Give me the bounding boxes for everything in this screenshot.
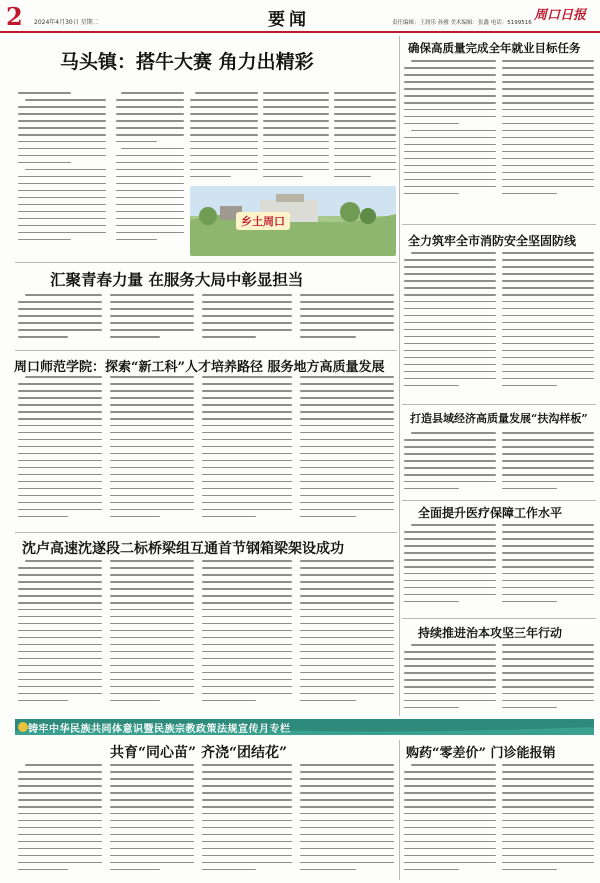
article-a8-col1 xyxy=(18,560,102,712)
section-title: 要闻 xyxy=(268,10,310,30)
headline-a1: 马头镇：搭牛大赛 角力出精彩 xyxy=(60,51,314,73)
photo-rural-scene xyxy=(190,186,396,256)
article-a8-col4 xyxy=(300,560,394,712)
article-a3-col2 xyxy=(502,252,594,402)
article-a6-col4 xyxy=(300,376,394,526)
article-a4-col3 xyxy=(202,294,292,344)
article-a1-col3 xyxy=(190,92,258,182)
headline-a3: 全力筑牢全市消防安全坚固防线 xyxy=(408,234,577,248)
article-a10-col1 xyxy=(18,764,102,878)
headline-a7: 全面提升医疗保障工作水平 xyxy=(418,506,563,520)
article-a7-col2 xyxy=(502,524,594,614)
article-a4-col4 xyxy=(300,294,394,344)
article-a6-col2 xyxy=(110,376,194,526)
issue-date: 2024年4月30日 星期二 xyxy=(34,19,99,26)
article-a3-col1 xyxy=(404,252,496,402)
article-a6-col1 xyxy=(18,376,102,526)
article-a10-col4 xyxy=(300,764,394,878)
headline-a8: 沈卢高速沈遂段二标桥梁组互通首节钢箱梁架设成功 xyxy=(22,541,344,557)
article-a1-col2 xyxy=(116,92,184,252)
banner-title: 铸牢中华民族共同体意识暨民族宗教政策法规宣传月专栏 xyxy=(28,724,291,735)
headline-a6: 周口师范学院：探索“新工科”人才培养路径 服务地方高质量发展 xyxy=(14,360,385,375)
divider xyxy=(402,404,596,405)
article-a1-col4 xyxy=(263,92,329,182)
article-a10-col3 xyxy=(202,764,292,878)
article-a6-col3 xyxy=(202,376,292,526)
headline-a11: 购药“零差价” 门诊能报销 xyxy=(406,746,556,761)
headline-a2: 确保高质量完成全年就业目标任务 xyxy=(408,41,581,55)
page-number: 2 xyxy=(6,2,23,31)
article-a4-col2 xyxy=(110,294,194,344)
column-divider-bottom xyxy=(399,740,400,880)
article-a5-col2 xyxy=(502,432,594,497)
divider xyxy=(402,618,596,619)
divider xyxy=(15,350,397,351)
newspaper-logo: 周口日报 xyxy=(534,8,587,23)
photo-badge: 乡土周口 xyxy=(236,212,290,230)
divider xyxy=(402,224,596,225)
article-a8-col2 xyxy=(110,560,194,712)
article-a9-col1 xyxy=(404,644,496,716)
divider xyxy=(402,500,596,501)
article-a10-col2 xyxy=(110,764,194,878)
headline-a4: 汇聚青春力量 在服务大局中彰显担当 xyxy=(50,270,304,289)
article-a2-col1 xyxy=(404,60,496,210)
headline-a10: 共育“同心苗” 齐浇“团结花” xyxy=(110,745,288,761)
article-a5-col1 xyxy=(404,432,496,497)
divider xyxy=(15,262,397,263)
article-a11-col1 xyxy=(404,764,496,878)
article-a8-col3 xyxy=(202,560,292,712)
article-a1-col5 xyxy=(334,92,396,182)
article-a1-col1 xyxy=(18,92,106,252)
divider xyxy=(15,532,397,533)
headline-a9: 持续推进治本攻坚三年行动 xyxy=(418,626,563,640)
masthead xyxy=(0,0,600,30)
article-a4-col1 xyxy=(18,294,102,344)
headline-a5: 打造县域经济高质量发展“扶沟样板” xyxy=(410,412,588,425)
article-a9-col2 xyxy=(502,644,594,716)
article-a7-col1 xyxy=(404,524,496,614)
article-a2-col2 xyxy=(502,60,594,210)
editor-credits: 责任编辑：王润乐 孙雅 美术编辑：张鑫 电话：5199516 xyxy=(392,20,532,26)
article-a11-col2 xyxy=(502,764,594,878)
column-divider xyxy=(399,36,400,716)
masthead-rule xyxy=(0,31,600,33)
